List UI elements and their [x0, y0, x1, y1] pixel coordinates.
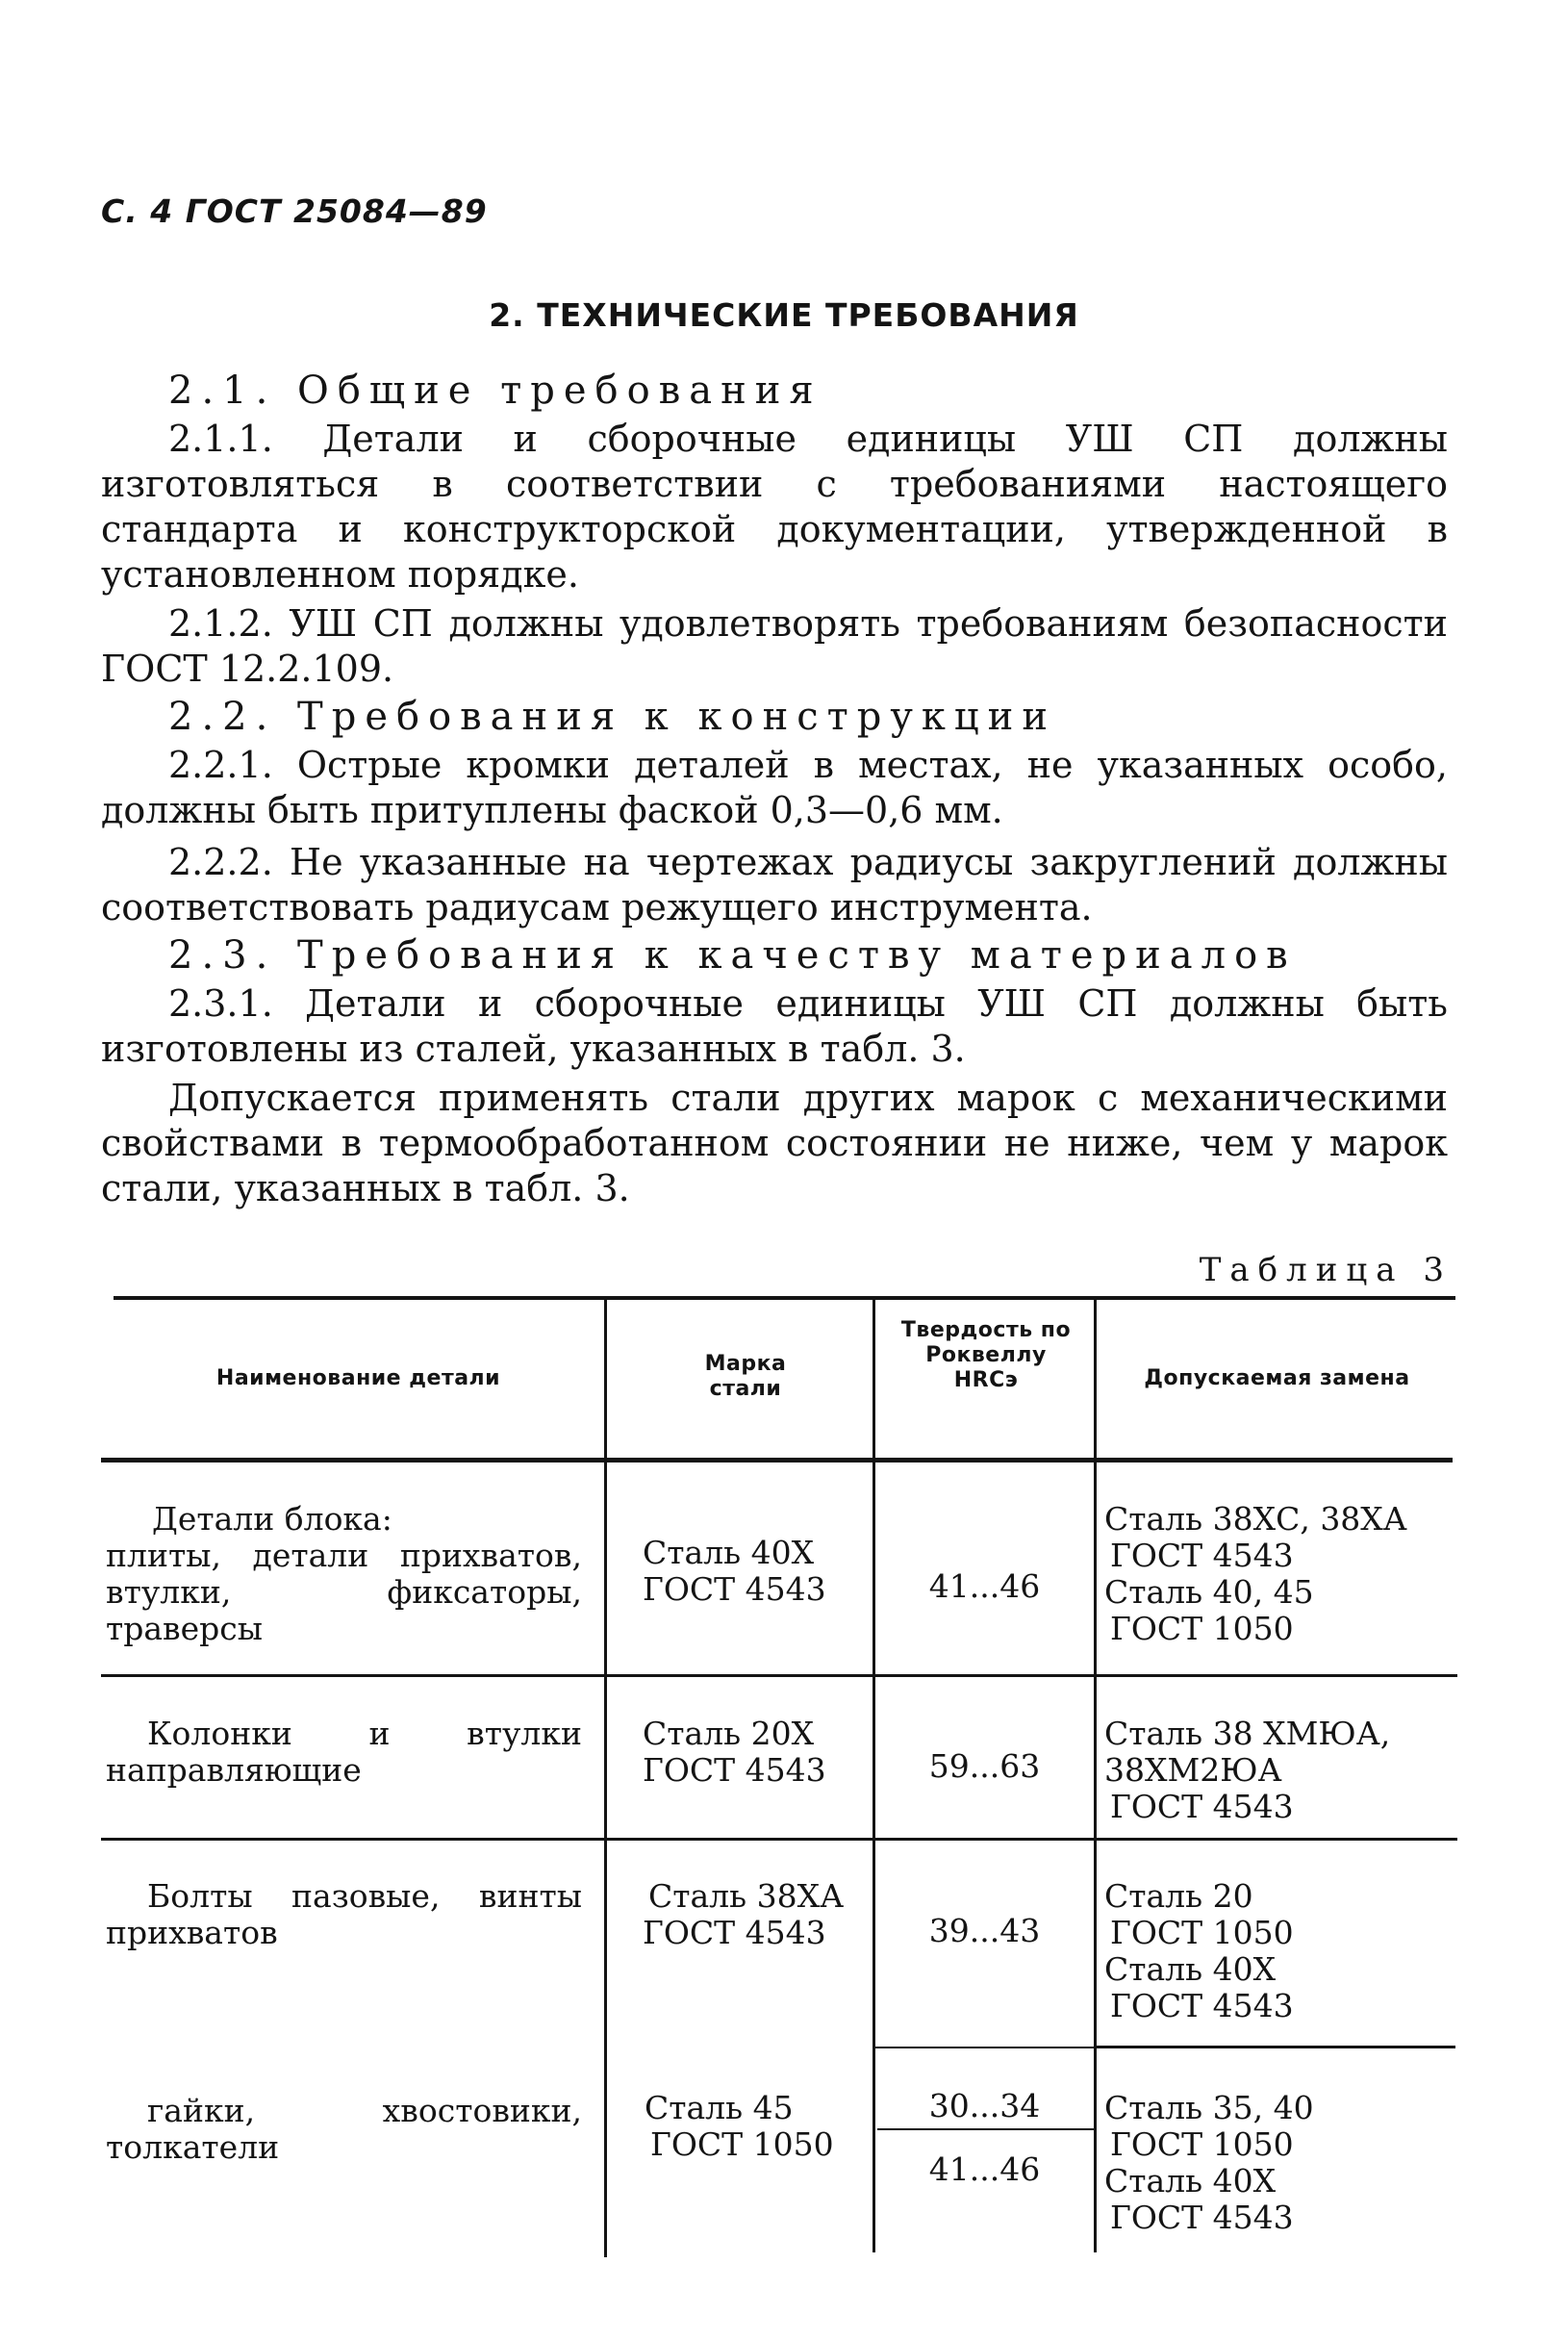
cell-replacement: Сталь 38ХС, 38ХА ГОСТ 4543 Сталь 40, 45 ГОСТ 1050 — [1104, 1500, 1407, 1647]
cell-name: плиты, детали прихватов, втулки, фиксаторы, траверсы — [106, 1537, 582, 1647]
paragraph-2-2-1: 2.2.1. Острые кромки деталей в местах, не указанных особо, должны быть притуплены фаской 0,3—0,6 мм. — [101, 744, 1448, 831]
hardness-top-rule — [875, 2047, 1097, 2048]
cell-replacement: Сталь 35, 40 ГОСТ 1050 Сталь 40Х ГОСТ 4543 — [1104, 2089, 1314, 2236]
paragraph-2-3-1: 2.3.1. Детали и сборочные единицы УШ СП должны быть изготовлены из сталей, указанных в табл. 3. — [101, 982, 1448, 1070]
paragraph-2-1-1: 2.1.1. Детали и сборочные единицы УШ СП должны изготовляться в соответствии с требованиями настоящего стандарта и конструкторской документации, утвержденной в установленном порядке. — [101, 418, 1448, 596]
cell-hardness-b: 41...46 — [928, 2150, 1041, 2188]
row-divider — [101, 1674, 1457, 1677]
cell-name: Колонки и втулки направляющие — [106, 1715, 582, 1789]
row-divider — [101, 1838, 1457, 1841]
col-divider — [604, 1300, 607, 2257]
page-header: С. 4 ГОСТ 25084—89 — [101, 192, 488, 230]
col-divider — [1094, 1300, 1097, 2252]
cell-grade: Сталь 20Х ГОСТ 4543 — [643, 1715, 826, 1789]
cell-grade: Сталь 45 ГОСТ 1050 — [645, 2089, 834, 2163]
header-bottom-rule — [101, 1458, 1453, 1462]
header-name: Наименование детали — [215, 1366, 501, 1390]
paragraph-allowance: Допускается применять стали других марок с механическими свойствами в термообработанном состоянии не ниже, чем у марок стали, указанных в табл. 3. — [101, 1077, 1448, 1209]
section-title: 2. ТЕХНИЧЕСКИЕ ТРЕБОВАНИЯ — [489, 296, 1079, 334]
paragraph-2-1-2: 2.1.2. УШ СП должны удовлетворять требованиям безопасности ГОСТ 12.2.109. — [101, 602, 1448, 690]
cell-name: гайки, хвостовики, толкатели — [106, 2092, 582, 2166]
subsection-2-1: 2.1. Общие требования — [168, 369, 822, 413]
header-hardness: Твердость по Роквеллу HRCэ — [900, 1318, 1072, 1392]
cell-grade: Сталь 40Х ГОСТ 4543 — [643, 1534, 826, 1608]
hardness-split-rule — [877, 2128, 1094, 2130]
cell-replacement: Сталь 38 ХМЮА, 38ХМ2ЮА ГОСТ 4543 — [1104, 1715, 1391, 1825]
table-label: Таблица 3 — [1199, 1251, 1453, 1289]
cell-hardness: 39...43 — [928, 1912, 1041, 1949]
header-replacement: Допускаемая замена — [1144, 1366, 1410, 1390]
header-grade: Марка стали — [704, 1352, 787, 1401]
table-top-rule — [114, 1296, 1455, 1300]
replacement-divider — [1097, 2046, 1455, 2048]
subsection-2-2: 2.2. Требования к конструкции — [168, 695, 1056, 739]
paragraph-2-2-2: 2.2.2. Не указанные на чертежах радиусы закруглений должны соответствовать радиусам режущего инструмента. — [101, 841, 1448, 928]
cell-grade: Сталь 38ХА ГОСТ 4543 — [643, 1877, 845, 1951]
cell-name-line1: Детали блока: — [152, 1500, 392, 1538]
cell-hardness: 41...46 — [928, 1567, 1041, 1605]
cell-name: Болты пазовые, винты прихватов — [106, 1877, 582, 1951]
cell-hardness: 59...63 — [928, 1747, 1041, 1785]
cell-replacement: Сталь 20 ГОСТ 1050 Сталь 40Х ГОСТ 4543 — [1104, 1877, 1294, 2024]
subsection-2-3: 2.3. Требования к качеству материалов — [168, 933, 1297, 978]
cell-hardness-a: 30...34 — [928, 2087, 1041, 2124]
